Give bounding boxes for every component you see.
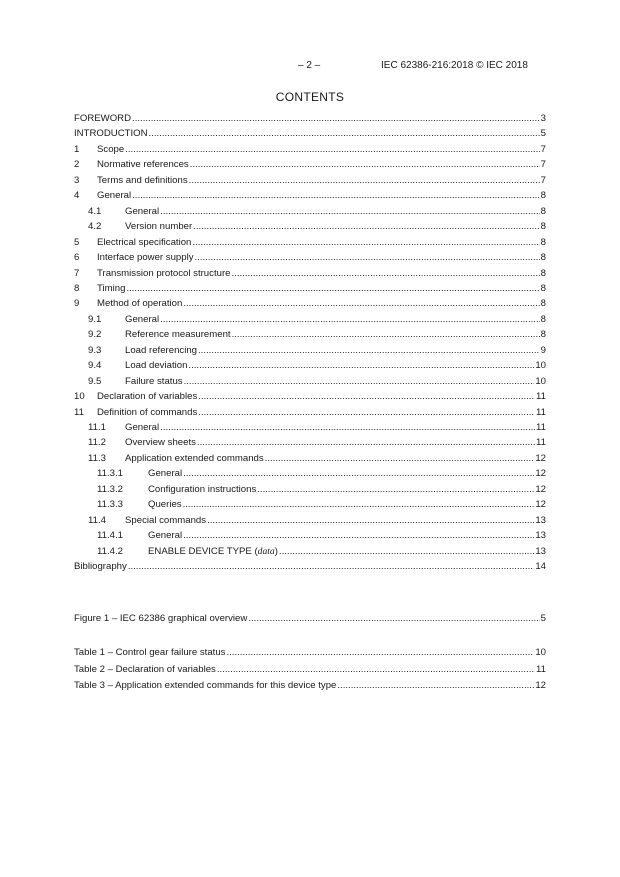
entry-number: 3	[74, 175, 80, 186]
toc-entry[interactable]	[74, 437, 546, 449]
toc-entry[interactable]	[74, 314, 546, 326]
entry-number: 11.1	[88, 422, 106, 433]
dot-leader	[183, 468, 534, 480]
entry-number: 10	[74, 391, 85, 402]
page-reference: 10	[535, 360, 546, 371]
toc-entry[interactable]	[74, 407, 546, 419]
entry-title: ENABLE DEVICE TYPE (data)	[148, 546, 278, 557]
toc-entry[interactable]	[74, 530, 546, 542]
toc-entry[interactable]	[74, 376, 546, 388]
entry-title: Scope	[97, 144, 125, 155]
dot-leader	[183, 499, 535, 511]
page-reference: 13	[535, 515, 546, 526]
toc-entry[interactable]	[74, 561, 546, 573]
page-reference: 11	[536, 391, 546, 402]
entry-title: Interface power supply	[97, 252, 194, 263]
entry-title: Table 3 – Application extended commands for this device type	[74, 680, 337, 691]
toc-entry[interactable]	[74, 360, 546, 372]
entry-title: Normative references	[97, 159, 189, 170]
dot-leader	[128, 561, 535, 573]
toc-entry[interactable]	[74, 484, 546, 496]
page-reference: 13	[535, 546, 546, 557]
dot-leader	[197, 437, 535, 449]
page-reference: 7	[540, 144, 546, 155]
entry-title: Table 2 – Declaration of variables	[74, 664, 216, 675]
dot-leader	[132, 113, 540, 125]
dot-leader	[132, 190, 540, 202]
entry-title: Electrical specification	[97, 237, 192, 248]
toc-entry[interactable]	[74, 159, 546, 171]
page-reference: 11	[536, 407, 546, 418]
entry-title: Bibliography	[74, 561, 127, 572]
toc-entry[interactable]	[74, 252, 546, 264]
dot-leader	[248, 613, 539, 625]
page-reference: 8	[540, 221, 546, 232]
toc-entry[interactable]	[74, 546, 546, 558]
dot-leader	[198, 391, 535, 403]
page-reference: 8	[540, 314, 546, 325]
toc-entry[interactable]	[74, 283, 546, 295]
toc-entry[interactable]	[74, 345, 546, 357]
entry-number: 7	[74, 268, 80, 279]
entry-title: INTRODUCTION	[74, 128, 148, 139]
page-reference: 8	[540, 283, 546, 294]
entry-title: Method of operation	[97, 298, 183, 309]
page-reference: 8	[540, 206, 546, 217]
dot-leader	[226, 647, 534, 659]
entry-title: Configuration instructions	[148, 484, 257, 495]
entry-title: General	[148, 530, 183, 541]
entry-title: Figure 1 – IEC 62386 graphical overview	[74, 613, 248, 624]
page-number: – 2 –	[298, 60, 321, 71]
page-reference: 5	[540, 128, 546, 139]
entry-number: 8	[74, 283, 80, 294]
entry-title: Failure status	[125, 376, 183, 387]
entry-title-italic: data	[257, 546, 275, 557]
entry-number: 11.3	[88, 453, 106, 464]
page-reference: 13	[535, 530, 546, 541]
dot-leader	[184, 376, 535, 388]
entry-number: 11.2	[88, 437, 106, 448]
dot-leader	[149, 128, 540, 140]
entry-title: Transmission protocol structure	[97, 268, 231, 279]
toc-entry[interactable]	[74, 468, 546, 480]
dot-leader	[190, 159, 540, 171]
figure-entry[interactable]	[74, 613, 546, 625]
page-reference: 8	[540, 329, 546, 340]
page-reference: 12	[535, 499, 546, 510]
entry-number: 11.4	[88, 515, 106, 526]
entry-number: 11	[74, 407, 84, 418]
toc-entry[interactable]	[74, 422, 546, 434]
entry-number: 11.3.1	[97, 468, 123, 479]
entry-title: Queries	[148, 499, 182, 510]
entry-number: 9.4	[88, 360, 102, 371]
page-reference: 14	[535, 561, 546, 572]
entry-title: Table 1 – Control gear failure status	[74, 647, 226, 658]
entry-number: 6	[74, 252, 80, 263]
dot-leader	[207, 515, 534, 527]
contents-title: CONTENTS	[275, 90, 345, 104]
toc-entry[interactable]	[74, 237, 546, 249]
toc-entry[interactable]	[74, 515, 546, 527]
dot-leader	[193, 221, 539, 233]
toc-entry[interactable]	[74, 329, 546, 341]
dot-leader	[195, 252, 540, 264]
toc-entry[interactable]	[74, 206, 546, 218]
page-reference: 12	[535, 680, 546, 691]
dot-leader	[126, 283, 539, 295]
page-reference: 5	[540, 613, 546, 624]
dot-leader	[183, 298, 539, 310]
entry-number: 2	[74, 159, 80, 170]
toc-entry[interactable]	[74, 391, 546, 403]
page-reference: 8	[540, 237, 546, 248]
entry-number: 9	[74, 298, 80, 309]
page-reference: 10	[535, 376, 546, 387]
page-reference: 12	[535, 453, 546, 464]
dot-leader	[125, 144, 539, 156]
page-reference: 9	[540, 345, 546, 356]
entry-number: 11.3.2	[97, 484, 123, 495]
page-reference: 11	[536, 422, 546, 433]
entry-number: 1	[74, 144, 80, 155]
entry-title: Reference measurement	[125, 329, 231, 340]
dot-leader	[188, 360, 534, 372]
toc-entry[interactable]	[74, 499, 546, 511]
toc-entry[interactable]	[74, 453, 546, 465]
toc-entry[interactable]	[74, 190, 546, 202]
page-reference: 8	[540, 268, 546, 279]
dot-leader	[265, 453, 535, 465]
page-reference: 3	[540, 113, 546, 124]
entry-title: General	[125, 422, 160, 433]
page-reference: 12	[535, 484, 546, 495]
dot-leader	[160, 314, 540, 326]
dot-leader	[279, 546, 534, 558]
standard-reference: IEC 62386-216:2018 © IEC 2018	[381, 60, 528, 71]
entry-title: Load deviation	[125, 360, 188, 371]
entry-title: Declaration of variables	[97, 391, 198, 402]
dot-leader	[198, 407, 535, 419]
page-reference: 12	[535, 468, 546, 479]
entry-title: Load referencing	[125, 345, 198, 356]
dot-leader	[183, 530, 534, 542]
entry-number: 9.3	[88, 345, 102, 356]
page-reference: 8	[540, 298, 546, 309]
entry-title: Application extended commands	[125, 453, 264, 464]
entry-title: General	[97, 190, 132, 201]
toc-entry[interactable]	[74, 113, 546, 125]
entry-number: 11.3.3	[97, 499, 123, 510]
table-entry[interactable]	[74, 680, 546, 692]
toc-entry[interactable]	[74, 128, 546, 140]
dot-leader	[198, 345, 540, 357]
entry-title: General	[148, 468, 183, 479]
entry-title: Terms and definitions	[97, 175, 188, 186]
dot-leader	[232, 329, 540, 341]
entry-number: 9.5	[88, 376, 102, 387]
dot-leader	[217, 664, 535, 676]
entry-title: FOREWORD	[74, 113, 132, 124]
entry-number: 4.2	[88, 221, 102, 232]
entry-number: 11.4.2	[97, 546, 123, 557]
entry-title: Special commands	[125, 515, 207, 526]
page-reference: 8	[540, 252, 546, 263]
page-reference: 10	[535, 647, 546, 658]
table-entry[interactable]	[74, 664, 546, 676]
toc-entry[interactable]	[74, 298, 546, 310]
page-reference: 8	[540, 190, 546, 201]
entry-number: 9.2	[88, 329, 102, 340]
entry-title: Overview sheets	[125, 437, 196, 448]
page-reference: 11	[536, 437, 546, 448]
entry-number: 4.1	[88, 206, 102, 217]
toc-entry[interactable]	[74, 268, 546, 280]
entry-number: 9.1	[88, 314, 102, 325]
page-reference: 7	[540, 159, 546, 170]
dot-leader	[231, 268, 539, 280]
dot-leader	[160, 206, 540, 218]
page-reference: 11	[536, 664, 546, 675]
entry-number: 4	[74, 190, 80, 201]
dot-leader	[189, 175, 540, 187]
entry-number: 11.4.1	[97, 530, 123, 541]
entry-title: Timing	[97, 283, 126, 294]
toc-entry[interactable]	[74, 221, 546, 233]
dot-leader	[160, 422, 535, 434]
entry-title: General	[125, 314, 160, 325]
page-reference: 7	[540, 175, 546, 186]
dot-leader	[257, 484, 534, 496]
entry-title: General	[125, 206, 160, 217]
toc-entry[interactable]	[74, 144, 546, 156]
dot-leader	[192, 237, 539, 249]
entry-number: 5	[74, 237, 80, 248]
toc-entry[interactable]	[74, 175, 546, 187]
dot-leader	[337, 680, 534, 692]
entry-title: Version number	[125, 221, 193, 232]
entry-title: Definition of commands	[97, 407, 198, 418]
table-entry[interactable]	[74, 647, 546, 659]
